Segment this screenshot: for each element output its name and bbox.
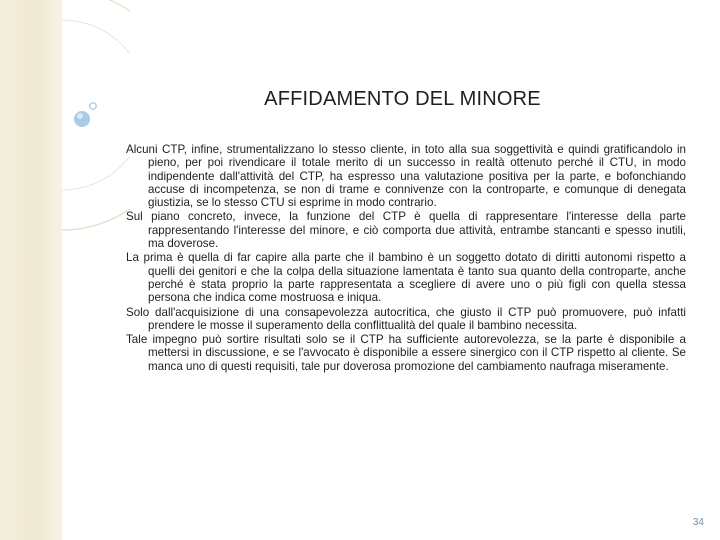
decorative-dot-large-highlight <box>77 113 83 119</box>
paragraph: La prima è quella di far capire alla parte che il bambino è un soggetto dotato di diritti autonomi rispetto a quelli dei genitori e che la colpa della situazione lamentata è tanto sua quanto della controparte, anche perché è stata proprio la parte rappresentata a scegliere di avere uno o più figli con quella stessa persona che indica come mostruosa e iniqua. <box>126 251 686 305</box>
decorative-arcs <box>0 0 130 540</box>
decorative-dot-large <box>74 111 90 127</box>
slide-body <box>126 143 686 374</box>
decorative-dot-small <box>90 103 96 109</box>
paragraph: Solo dall'acquisizione di una consapevolezza autocritica, che giusto il CTP può promuovere, può infatti prendere le mosse il superamento della conflittualità del quale il bambino necessita. <box>126 305 686 332</box>
paragraph: Alcuni CTP, infine, strumentalizzano lo stesso cliente, in toto alla sua soggettività e quindi gratificandolo in pieno, per poi rivendicare il totale merito di un successo in realtà ottenuto perché il CTU, in modo indipendente dall'attività del CTP, ha espresso una valutazione positiva per la parte, e bofonchiando accuse di incompetenza, se non di trame e connivenze con la controparte, e comunque di denegata giustizia, se lo stesso CTU si esprime in modo contrario. <box>126 143 686 210</box>
decorative-arc-outer <box>62 0 130 230</box>
paragraph: Sul piano concreto, invece, la funzione del CTP è quella di rappresentare l'interesse della parte rappresentando l'interesse del minore, e ciò comporta due attività, entrambe stancanti e spesso inutili, ma doverose. <box>126 210 686 251</box>
slide-title: AFFIDAMENTO DEL MINORE <box>264 88 541 110</box>
paragraph: Tale impegno può sortire risultati solo se il CTP ha sufficiente autorevolezza, se la parte è disponibile a mettersi in discussione, e se l'avvocato è disponibile a essere sinergico con il CTP rispetto al cliente. Se manca uno di questi requisiti, tale pur doverosa promozione del cambiamento naufraga miseramente. <box>126 333 686 373</box>
page-number: 34 <box>692 517 704 528</box>
